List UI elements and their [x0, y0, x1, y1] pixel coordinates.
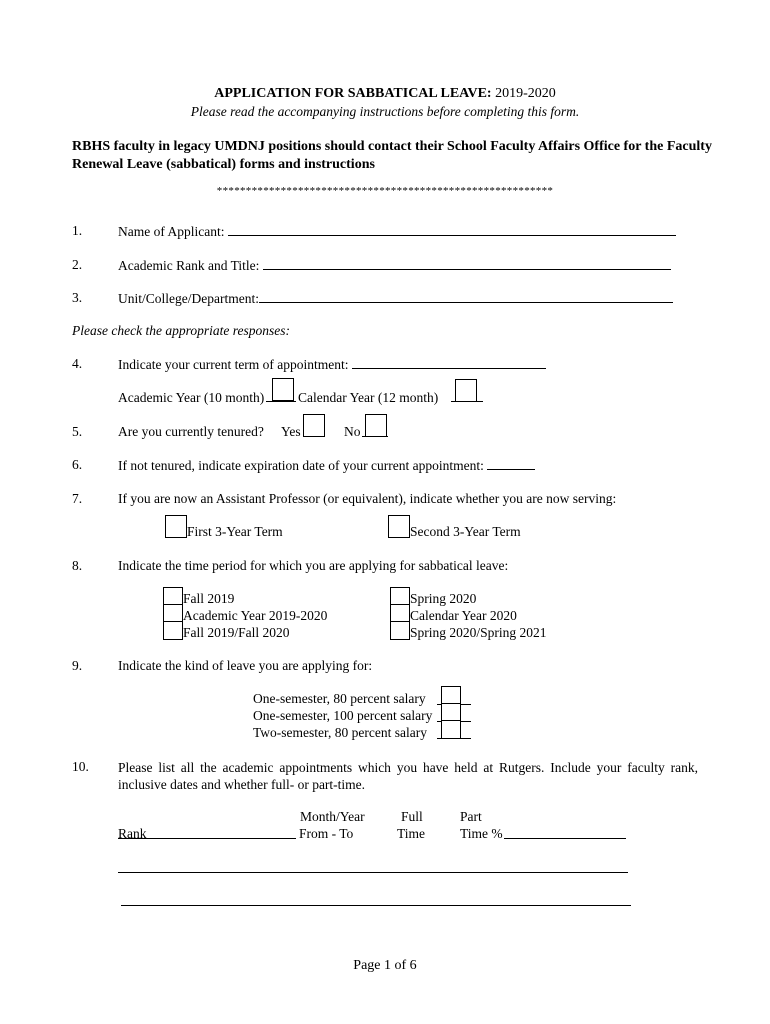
q4-row	[118, 356, 546, 373]
term-appointment-field[interactable]	[352, 356, 546, 369]
two-semester-80-checkbox[interactable]	[441, 720, 461, 739]
q4-academic-label: Academic Year (10 month)	[118, 390, 265, 405]
col-rank: Rank	[118, 826, 147, 841]
q6-number: 6.	[72, 457, 83, 472]
q9-label: Indicate the kind of leave you are applying for:	[118, 658, 373, 673]
q7-number: 7.	[72, 491, 83, 506]
rank-title-field[interactable]	[263, 257, 671, 270]
q8-left-option-3: Fall 2019/Fall 2020	[183, 625, 290, 640]
q9-option-1: One-semester, 80 percent salary	[253, 691, 426, 706]
q9-option-3: Two-semester, 80 percent salary	[253, 725, 427, 740]
fall-2019-fall-2020-checkbox[interactable]	[163, 621, 183, 640]
q1-label: Name of Applicant:	[118, 224, 225, 239]
form-title	[0, 86, 770, 102]
col-rank-underline	[118, 838, 296, 839]
form-title-text: APPLICATION FOR SABBATICAL LEAVE:	[214, 86, 492, 101]
q5-number: 5.	[72, 424, 83, 439]
q4-calendar-label: Calendar Year (12 month)	[298, 390, 439, 405]
second-term-checkbox[interactable]	[388, 515, 410, 538]
q3-number: 3.	[72, 290, 83, 305]
col-from-to: From - To	[299, 826, 354, 841]
q3-row	[118, 290, 673, 307]
q10-label: Please list all the academic appointments which you have held at Rutgers. Include your faculty rank, inclusive dates and whether full- or part-time.	[118, 760, 698, 792]
q9-number: 9.	[72, 658, 83, 673]
q1-number: 1.	[72, 223, 83, 238]
q4-label: Indicate your current term of appointment:	[118, 357, 349, 372]
col-full: Full	[401, 809, 423, 824]
q8-left-option-1: Fall 2019	[183, 591, 235, 606]
q8-right-option-3: Spring 2020/Spring 2021	[410, 625, 547, 640]
form-subtitle: Please read the accompanying instructions before completing this form.	[190, 104, 580, 119]
q7-first-label: First 3-Year Term	[187, 524, 283, 539]
q7-label: If you are now an Assistant Professor (or equivalent), indicate whether you are now serving:	[118, 491, 617, 506]
page-number: Page 1 of 6	[353, 958, 417, 973]
q8-right-option-1: Spring 2020	[410, 591, 477, 606]
q2-number: 2.	[72, 257, 83, 272]
q5-label: Are you currently tenured?	[118, 424, 264, 439]
tenured-yes-checkbox[interactable]	[303, 414, 325, 437]
applicant-name-field[interactable]	[228, 223, 676, 236]
academic-year-checkbox[interactable]	[272, 378, 294, 401]
q2-row	[118, 257, 671, 274]
calendar-year-checkbox[interactable]	[455, 379, 477, 402]
q8-right-option-2: Calendar Year 2020	[410, 608, 517, 623]
expiration-date-field[interactable]	[487, 457, 535, 470]
col-part: Part	[460, 809, 482, 824]
q8-label: Indicate the time period for which you are applying for sabbatical leave:	[118, 558, 509, 573]
col-part-time: Time %	[460, 826, 503, 841]
q3-label: Unit/College/Department:	[118, 291, 259, 306]
q1-row	[118, 223, 676, 240]
tenured-no-checkbox[interactable]	[365, 414, 387, 437]
col-full-time: Time	[397, 826, 426, 841]
q5-yes-label: Yes	[281, 424, 301, 439]
appointment-line-2[interactable]	[121, 905, 631, 906]
q6-row	[118, 457, 535, 474]
q10-number: 10.	[72, 759, 89, 774]
separator-stars: **********************************************************	[216, 185, 554, 197]
col-part-underline	[504, 838, 626, 839]
form-title-year: 2019-2020	[495, 86, 556, 101]
q8-number: 8.	[72, 558, 83, 573]
q7-second-label: Second 3-Year Term	[410, 524, 521, 539]
q8-left-option-2: Academic Year 2019-2020	[183, 608, 328, 623]
col-month-year: Month/Year	[300, 809, 365, 824]
q2-label: Academic Rank and Title:	[118, 258, 260, 273]
q4-number: 4.	[72, 356, 83, 371]
first-term-checkbox[interactable]	[165, 515, 187, 538]
unit-department-field[interactable]	[259, 290, 673, 303]
q4-academic-underline	[266, 401, 296, 402]
q5-no-label: No	[344, 424, 361, 439]
spring-2020-spring-2021-checkbox[interactable]	[390, 621, 410, 640]
check-instruction: Please check the appropriate responses:	[72, 323, 290, 338]
q9-option-2: One-semester, 100 percent salary	[253, 708, 433, 723]
q6-label: If not tenured, indicate expiration date of your current appointment:	[118, 458, 484, 473]
appointment-line-1[interactable]	[118, 872, 628, 873]
rbhs-notice: RBHS faculty in legacy UMDNJ positions should contact their School Faculty Affairs Office for the Faculty Renewal Leave (sabbatical) forms and instructions	[72, 139, 712, 172]
